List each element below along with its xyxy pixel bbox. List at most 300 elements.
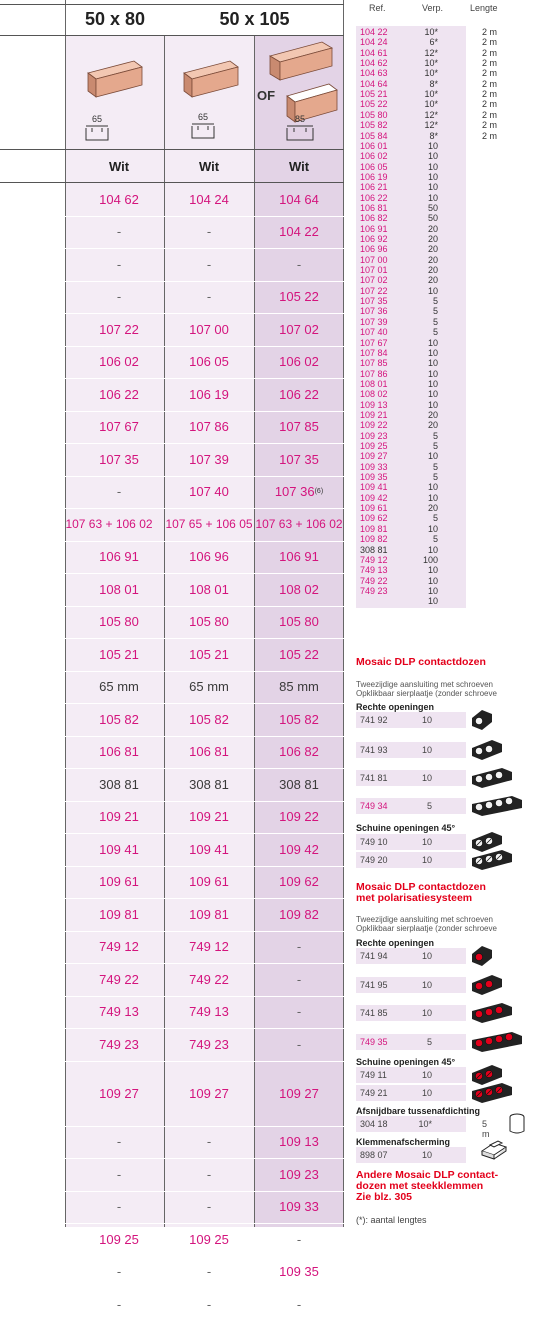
pack-quantity: 10 (427, 161, 438, 172)
reference-code: 107 00 (360, 254, 388, 265)
table-cell: - (206, 1296, 212, 1312)
product-ref: 749 21 (360, 1088, 388, 1098)
grid-line (0, 35, 344, 36)
pack-quantity: 10* (424, 99, 438, 110)
table-cell: 109 82 (279, 906, 319, 922)
reference-row (356, 566, 536, 575)
pack-quantity: 10 (427, 285, 438, 296)
duct-profile-icon (82, 55, 146, 97)
product-ref: 741 81 (360, 773, 388, 783)
pack-quantity: 10 (427, 151, 438, 162)
table-cell: 107 22 (99, 321, 139, 337)
product-pack: 10 (421, 745, 432, 755)
subsection-title: Schuine openingen 45° (356, 823, 456, 833)
reference-row (356, 204, 536, 213)
product-pack: 10 (421, 951, 432, 961)
table-cell: - (116, 1264, 122, 1280)
table-cell: 106 81 (99, 744, 139, 760)
reference-row (356, 328, 536, 337)
length-value: 2 m (482, 130, 498, 141)
table-cell: 106 91 (99, 549, 139, 565)
pack-quantity: 5 (432, 513, 438, 524)
product-row (356, 712, 466, 728)
table-cell: - (116, 484, 122, 500)
reference-code: 106 21 (360, 182, 388, 193)
product-ref: 304 18 (360, 1119, 388, 1129)
pack-quantity: 10 (427, 399, 438, 410)
table-cell: 107 00 (189, 321, 229, 337)
pack-quantity: 6* (429, 37, 438, 48)
reference-row (356, 411, 536, 420)
reference-row (356, 494, 536, 503)
table-cell: - (206, 1166, 212, 1182)
or-label: OF (257, 88, 276, 103)
reference-row (356, 173, 536, 182)
ref-header: Ref. (369, 3, 386, 13)
table-cell: 105 80 (189, 614, 229, 630)
pack-quantity: 10 (427, 389, 438, 400)
table-cell: 749 12 (189, 939, 229, 955)
reference-code: 109 61 (360, 503, 388, 514)
table-cell: 105 82 (279, 711, 319, 727)
section-description: Tweezijdige aansluiting met schroeven (356, 915, 493, 924)
table-cell: 308 81 (99, 776, 139, 792)
table-cell: 107 63 + 106 02 (65, 517, 153, 532)
reference-row (356, 80, 536, 89)
reference-row (356, 401, 536, 410)
reference-row (356, 525, 536, 534)
product-pack: 10 (421, 773, 432, 783)
table-cell: 749 13 (99, 1004, 139, 1020)
table-cell: 109 27 (279, 1085, 319, 1101)
reference-code: 107 35 (360, 296, 388, 307)
reference-code: 106 05 (360, 161, 388, 172)
pack-quantity: 50 (427, 213, 438, 224)
product-row (356, 1067, 466, 1083)
table-cell: 109 62 (279, 874, 319, 890)
product-pack: 10 (421, 1008, 432, 1018)
product-row (356, 977, 466, 993)
reference-row (356, 266, 536, 275)
reference-row (356, 69, 536, 78)
section-description: Opklikbaar sierplaatje (zonder schroeve (356, 924, 497, 933)
table-cell: 308 81 (279, 776, 319, 792)
product-row (356, 798, 466, 814)
reference-row (356, 577, 536, 586)
table-cell: 105 21 (99, 646, 139, 662)
reference-code: 106 82 (360, 213, 388, 224)
length-value: 2 m (482, 58, 498, 69)
table-cell: 104 62 (99, 191, 139, 207)
table-cell: - (296, 1004, 302, 1020)
table-cell: 108 01 (189, 581, 229, 597)
width-dimension: 85 (294, 114, 305, 124)
table-cell: 107 02 (279, 321, 319, 337)
table-cell: 106 19 (189, 386, 229, 402)
pack-quantity: 10 (427, 192, 438, 203)
table-cell: 109 61 (189, 874, 229, 890)
see-also-title: dozen met steekklemmen (356, 1180, 484, 1192)
reference-row (356, 245, 536, 254)
length-value: 2 m (482, 120, 498, 131)
length-value: 2 m (482, 37, 498, 48)
pack-quantity: 10 (427, 451, 438, 462)
pack-quantity: 10 (427, 337, 438, 348)
reference-code: 107 22 (360, 285, 388, 296)
table-cell: 749 12 (99, 939, 139, 955)
pack-quantity: 5 (432, 296, 438, 307)
product-ref: 898 07 (360, 1150, 388, 1160)
pack-quantity: 5 (432, 306, 438, 317)
table-cell: 109 13 (279, 1134, 319, 1150)
pack-quantity: 20 (427, 409, 438, 420)
table-cell: 106 02 (279, 354, 319, 370)
product-pack: 10 (421, 1150, 432, 1160)
pack-quantity: 20 (427, 265, 438, 276)
reference-code: 107 01 (360, 265, 388, 276)
reference-row (356, 380, 536, 389)
pack-quantity: 10 (427, 482, 438, 493)
socket-outlet-icon (470, 944, 494, 966)
length-value: 2 m (482, 99, 498, 110)
table-cell: 106 96 (189, 549, 229, 565)
table-cell: - (296, 1231, 302, 1247)
pack-quantity: 10* (424, 27, 438, 37)
pack-quantity: 20 (427, 223, 438, 234)
product-ref: 741 92 (360, 715, 388, 725)
reference-row (356, 370, 536, 379)
reference-code: 104 63 (360, 68, 388, 79)
duct-profile-icon (178, 55, 242, 97)
reference-row (356, 307, 536, 316)
footnote-mark: (6) (314, 488, 324, 496)
length-value: 2 m (482, 78, 498, 89)
pack-quantity: 5 (432, 327, 438, 338)
reference-code: 109 62 (360, 513, 388, 524)
table-cell: - (296, 1036, 302, 1052)
subsection-title: Klemmenafscherming (356, 1137, 451, 1147)
table-cell: - (116, 1296, 122, 1312)
product-ref: 749 35 (360, 1037, 388, 1047)
see-also-title: Andere Mosaic DLP contact- (356, 1169, 499, 1181)
reference-row (356, 597, 536, 606)
pack-quantity: 8* (429, 130, 438, 141)
footnote: (*): aantal lengtes (356, 1215, 427, 1225)
cross-section-icon (285, 126, 315, 140)
table-cell: 109 41 (99, 841, 139, 857)
table-cell: 108 02 (279, 581, 319, 597)
header-50x105: 50 x 105 (219, 9, 290, 29)
reference-row (356, 463, 536, 472)
reference-code: 109 81 (360, 523, 388, 534)
subsection-title: Rechte openingen (356, 938, 435, 948)
pack-quantity: 10 (427, 347, 438, 358)
pack-quantity: 5 (432, 430, 438, 441)
reference-code: 107 36 (360, 306, 388, 317)
table-cell: 109 41 (189, 841, 229, 857)
reference-code: 109 82 (360, 534, 388, 545)
table-cell: 106 81 (189, 744, 229, 760)
pack-quantity: 10 (427, 358, 438, 369)
reference-row (356, 132, 536, 141)
reference-row (356, 28, 536, 37)
reference-row (356, 318, 536, 327)
reference-row (356, 483, 536, 492)
pack-quantity: 10 (427, 492, 438, 503)
reference-row (356, 38, 536, 47)
reference-row (356, 142, 536, 151)
section-title: Mosaic DLP contactdozen (356, 656, 486, 668)
reference-code: 105 22 (360, 99, 388, 110)
reference-code: 108 01 (360, 378, 388, 389)
table-cell: 109 21 (99, 809, 139, 825)
pack-quantity: 12* (424, 109, 438, 120)
socket-outlet-icon (470, 973, 504, 995)
reference-code: 105 80 (360, 109, 388, 120)
pack-quantity: 10 (427, 575, 438, 586)
pack-quantity: 10 (427, 523, 438, 534)
reference-code: 109 41 (360, 482, 388, 493)
reference-code: 104 64 (360, 78, 388, 89)
table-cell: 105 82 (189, 711, 229, 727)
reference-row (356, 514, 536, 523)
pack-quantity: 5 (432, 316, 438, 327)
product-pack: 10 (421, 980, 432, 990)
socket-outlet-icon (470, 1081, 514, 1103)
reference-code: 106 91 (360, 223, 388, 234)
table-cell: - (206, 289, 212, 305)
reference-row (356, 297, 536, 306)
table-cell: 749 22 (99, 971, 139, 987)
pack-quantity: 12* (424, 120, 438, 131)
table-cell: 85 mm (279, 679, 319, 695)
pack-quantity: 5 (432, 461, 438, 472)
table-cell: - (116, 1134, 122, 1150)
table-cell: 104 22 (279, 224, 319, 240)
reference-code: 109 21 (360, 409, 388, 420)
reference-code: 104 24 (360, 37, 388, 48)
product-pack: 10 (421, 715, 432, 725)
duct-profile-icon (266, 40, 336, 80)
reference-row (356, 421, 536, 430)
table-cell: 106 82 (279, 744, 319, 760)
pack-quantity: 10 (427, 565, 438, 576)
table-cell: - (116, 289, 122, 305)
product-row (356, 1085, 466, 1101)
product-row (356, 742, 466, 758)
section-title: met polarisatiesysteem (356, 892, 473, 904)
reference-code: 107 40 (360, 327, 388, 338)
length-value: 2 m (482, 109, 498, 120)
table-cell: 107 85 (279, 419, 319, 435)
reference-row (356, 349, 536, 358)
reference-code: 104 62 (360, 58, 388, 69)
reference-row (356, 214, 536, 223)
pack-quantity: 100 (422, 554, 438, 565)
product-row (356, 1147, 466, 1163)
reference-code: 107 02 (360, 275, 388, 286)
color-cell: Wit (108, 158, 130, 174)
reference-row (356, 235, 536, 244)
table-cell: 109 42 (279, 841, 319, 857)
reference-panel (344, 0, 539, 1227)
reference-row (356, 287, 536, 296)
pack-quantity: 12* (424, 47, 438, 58)
product-pack: 10* (418, 1119, 432, 1129)
reference-code: 105 21 (360, 89, 388, 100)
length-value: 2 m (482, 47, 498, 58)
table-cell: - (116, 256, 122, 272)
reference-code: 105 84 (360, 130, 388, 141)
table-cell: - (206, 1264, 212, 1280)
product-ref: 741 94 (360, 951, 388, 961)
reference-code: 106 22 (360, 192, 388, 203)
reference-row (356, 339, 536, 348)
pack-quantity: 10 (427, 585, 438, 596)
reference-code: 109 33 (360, 461, 388, 472)
pack-quantity: 5 (432, 534, 438, 545)
socket-outlet-icon (470, 1030, 524, 1052)
product-ref: 741 85 (360, 1008, 388, 1018)
product-length: 5 m (482, 1119, 490, 1139)
product-pack: 10 (421, 1070, 432, 1080)
length-value: 2 m (482, 27, 498, 37)
reference-code: 749 22 (360, 575, 388, 586)
table-cell: 107 63 + 106 02 (255, 517, 343, 532)
table-cell: 109 22 (279, 809, 319, 825)
table-cell: - (116, 1199, 122, 1215)
length-value: 2 m (482, 68, 498, 79)
pack-quantity: 10* (424, 89, 438, 100)
table-cell: 105 80 (99, 614, 139, 630)
color-cell: Wit (198, 158, 220, 174)
product-pack: 10 (421, 1088, 432, 1098)
pack-quantity: 10 (427, 544, 438, 555)
product-row (356, 834, 466, 850)
table-cell: - (206, 224, 212, 240)
reference-code: 109 23 (360, 430, 388, 441)
table-cell: 107 67 (99, 419, 139, 435)
table-cell: - (116, 224, 122, 240)
seal-roll-icon (508, 1113, 526, 1135)
table-cell: - (206, 1199, 212, 1215)
table-cell: 104 64 (279, 191, 319, 207)
product-pack: 10 (421, 837, 432, 847)
product-ref: 749 11 (360, 1070, 387, 1080)
cross-section-icon (190, 124, 216, 140)
grid-line (65, 0, 66, 1227)
reference-row (356, 473, 536, 482)
product-row (356, 1116, 490, 1139)
reference-code: 749 13 (360, 565, 388, 576)
reference-row (356, 390, 536, 399)
product-row (356, 770, 466, 786)
reference-code: 308 81 (360, 544, 388, 555)
reference-row (356, 163, 536, 172)
socket-outlet-icon (470, 848, 514, 870)
width-dimension: 65 (197, 112, 208, 122)
pack-quantity: 10* (424, 58, 438, 69)
reference-code: 107 86 (360, 368, 388, 379)
table-cell: 109 33 (279, 1199, 319, 1215)
table-cell: - (296, 1296, 302, 1312)
table-cell: 109 61 (99, 874, 139, 890)
table-cell: 109 35 (279, 1264, 319, 1280)
table-cell: 104 24 (189, 191, 229, 207)
width-dimension: 65 (91, 114, 102, 124)
reference-code: 104 61 (360, 47, 388, 58)
reference-row (356, 276, 536, 285)
cross-section-icon (84, 126, 110, 140)
reference-row (356, 194, 536, 203)
product-row (356, 1005, 466, 1021)
table-cell: 106 05 (189, 354, 229, 370)
pack-quantity: 50 (427, 202, 438, 213)
reference-code: 109 25 (360, 441, 388, 451)
reference-row (356, 59, 536, 68)
reference-code: 107 85 (360, 358, 388, 369)
table-cell: - (206, 256, 212, 272)
table-cell: 109 21 (189, 809, 229, 825)
length-header: Lengte (470, 3, 498, 13)
reference-row (356, 556, 536, 565)
table-cell: - (206, 1134, 212, 1150)
table-cell: - (296, 971, 302, 987)
reference-row (356, 587, 536, 596)
reference-row (356, 546, 536, 555)
table-cell: 749 13 (189, 1004, 229, 1020)
table-cell: 106 91 (279, 549, 319, 565)
product-pack: 10 (421, 855, 432, 865)
socket-outlet-icon (470, 1001, 514, 1023)
subsection-title: Rechte openingen (356, 702, 435, 712)
section-description: Opklikbaar sierplaatje (zonder schroeve (356, 689, 497, 698)
reference-code: 109 13 (360, 399, 388, 410)
table-cell: 105 22 (279, 289, 319, 305)
reference-code: 106 81 (360, 202, 388, 213)
table-cell: 106 02 (99, 354, 139, 370)
pack-quantity: 20 (427, 275, 438, 286)
header-50x80: 50 x 80 (84, 9, 146, 29)
pack-quantity: 8* (429, 78, 438, 89)
pack-quantity: 5 (432, 472, 438, 483)
table-cell: 749 23 (189, 1036, 229, 1052)
reference-code: 109 42 (360, 492, 388, 503)
table-cell: 109 25 (99, 1231, 139, 1247)
socket-outlet-icon (470, 794, 524, 816)
reference-row (356, 504, 536, 513)
product-row (356, 948, 466, 964)
table-cell: 109 27 (99, 1085, 139, 1101)
table-cell: 109 23 (279, 1166, 319, 1182)
table-cell: 749 23 (99, 1036, 139, 1052)
reference-row (356, 452, 536, 461)
reference-code: 107 39 (360, 316, 388, 327)
see-also-link[interactable]: Zie blz. 305 (356, 1191, 413, 1203)
product-ref: 741 95 (360, 980, 388, 990)
pack-quantity: 10 (427, 596, 438, 607)
table-cell: 109 81 (99, 906, 139, 922)
product-ref: 749 34 (360, 801, 388, 811)
table-cell: 105 80 (279, 614, 319, 630)
pack-quantity: 10 (427, 140, 438, 151)
length-value: 2 m (482, 89, 498, 100)
pack-quantity: 10 (427, 368, 438, 379)
reference-row (356, 49, 536, 58)
table-cell: 65 mm (189, 679, 229, 695)
pack-quantity: 5 (432, 441, 438, 451)
socket-outlet-icon (470, 708, 494, 730)
